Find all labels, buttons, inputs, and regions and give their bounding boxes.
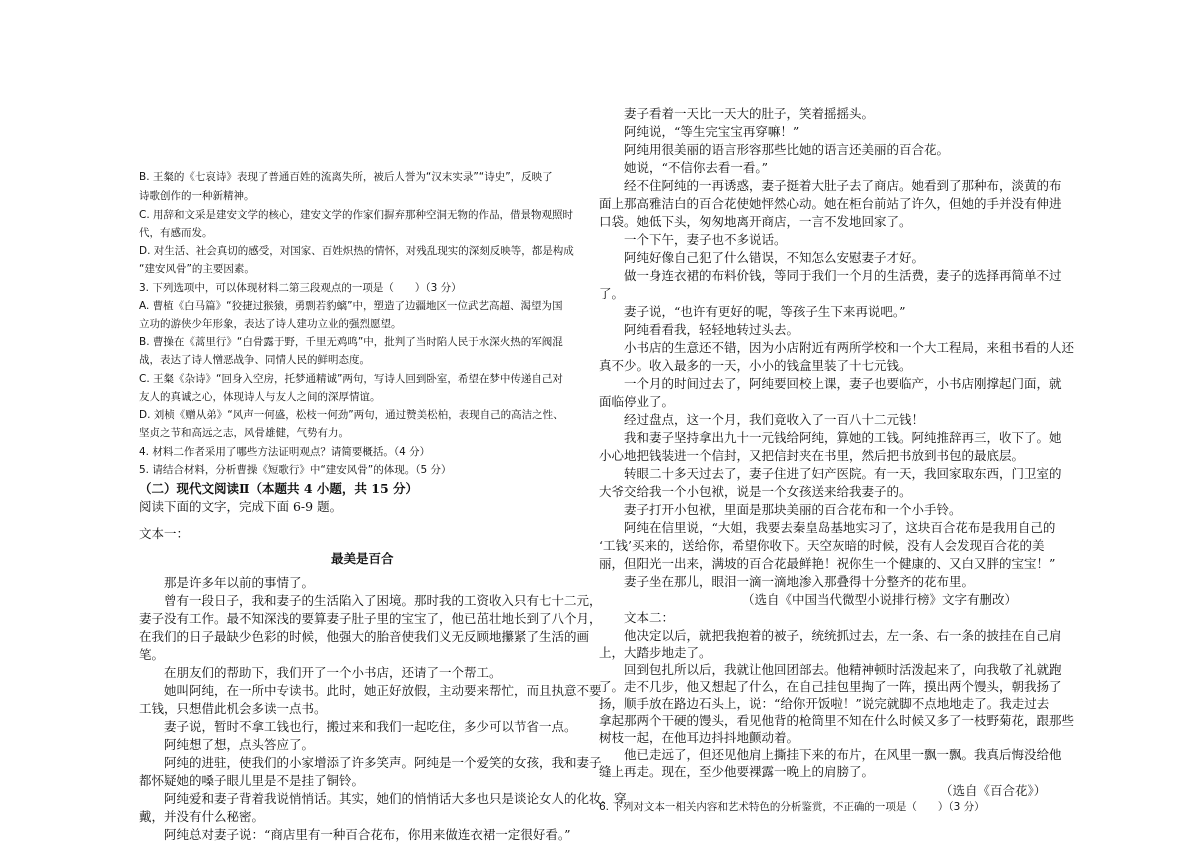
option-d-line2: “建安风骨”的主要因素。 — [139, 263, 255, 275]
story-line: 阿纯好像自己犯了什么错误，不知怎么安慰妻子才好。 — [599, 250, 925, 265]
story-line: 曾有一段日子，我和妻子的生活陷入了困境。那时我的工资收入只有七十二元， — [139, 593, 602, 608]
story-line: 面上那高雅洁白的百合花使她怦然心动。她在柜台前站了许久，但她的手并没有伸进 — [599, 196, 1062, 211]
story-line: 真不少。收入最多的一天，小小的钱盒里装了十七元钱。 — [599, 358, 912, 373]
story-line: 我和妻子坚持拿出九十一元钱给阿纯，算她的工钱。阿纯推辞再三，收下了。她 — [599, 430, 1062, 445]
story-line: 一个月的时间过去了，阿纯要回校上课，妻子也要临产，小书店刚撑起门面，就 — [599, 376, 1062, 391]
story-line: 了。 — [599, 286, 625, 301]
story2-line: 缝上再走。现在，至少他要裸露一晚上的肩膀了。 — [599, 764, 875, 779]
story2-line: 他决定以后，就把我抱着的被子，统统抓过去，左一条、右一条的披挂在自己肩 — [599, 628, 1062, 643]
story-line: 丽，但阳光一出来，满坡的百合花最鲜艳！祝你生一个健康的、又白又胖的宝宝！” — [599, 556, 1056, 571]
story-line: 阿纯想了想，点头答应了。 — [139, 737, 315, 752]
question-4: 4. 材料二作者采用了哪些方法证明观点？请简要概括。（4 分） — [139, 446, 431, 458]
q3-option-b-line1: B. 曹操在《蒿里行》“白骨露于野，千里无鸡鸣”中，批判了当时陷人民于水深火热的军阀混 — [139, 336, 563, 348]
story-line: 妻子坐在那儿，眼泪一滴一滴地渗入那叠得十分整齐的花布里。 — [599, 574, 975, 589]
question-5: 5. 请结合材料，分析曹操《短歌行》中“建安风骨”的体现。（5 分） — [139, 464, 452, 476]
story-line: 阿纯爱和妻子背着我说悄悄话。其实，她们的悄悄话大多也只是谈论女人的化妆、穿 — [139, 791, 627, 806]
story-title: 最美是百合 — [331, 551, 394, 566]
story-line: 经过盘点，这一个月，我们竟收入了一百八十二元钱！ — [599, 412, 925, 427]
story-line: 口袋。她低下头，匆匆地离开商店，一言不发地回家了。 — [599, 214, 912, 229]
q3-option-c-line1: C. 王粲《杂诗》“回身入空房，托梦通精诚”两句，写诗人回到卧室，希望在梦中传递自己对 — [139, 373, 563, 385]
story-line: 妻子看着一天比一天大的肚子，笑着摇摇头。 — [599, 106, 875, 121]
story2-line: 了。走不几步，他又想起了什么，在自己挂包里掏了一阵，摸出两个馒头，朝我扬了 — [599, 679, 1062, 694]
story-line: 妻子打开小包袱，里面是那块美丽的百合花布和一个小手铃。 — [599, 502, 962, 517]
q3-option-b-line2: 战，表达了诗人憎恶战争、同情人民的鲜明态度。 — [139, 354, 370, 366]
option-c-line2: 代，有感而发。 — [139, 227, 213, 239]
q3-option-a-line2: 立功的游侠少年形象，表达了诗人建功立业的强烈愿望。 — [139, 318, 402, 330]
option-b-line2: 诗歌创作的一种新精神。 — [139, 190, 255, 202]
text2-label: 文本二： — [599, 610, 675, 625]
story-line: 一个下午，妻子也不多说话。 — [599, 232, 787, 247]
story-line: 阿纯用很美丽的语言形容那些比她的语言还美丽的百合花。 — [599, 142, 950, 157]
question-3: 3. 下列选项中，可以体现材料二第三段观点的一项是（ ）（3 分） — [139, 282, 462, 294]
story-line: 做一身连衣裙的布料价钱，等同于我们一个月的生活费，妻子的选择再简单不过 — [599, 268, 1062, 283]
story-line: 转眼二十多天过去了，妻子住进了妇产医院。有一天，我回家取东西，门卫室的 — [599, 466, 1062, 481]
story-line: 笔。 — [139, 647, 165, 662]
story2-line: 拿起那两个干硬的馒头，看见他背的枪筒里不知在什么时候又多了一枝野菊花，跟那些 — [599, 713, 1075, 728]
story-line: 那是许多年以前的事情了。 — [139, 575, 315, 590]
q3-option-c-line2: 友人的真诚之心，体现诗人与友人之间的深厚情谊。 — [139, 391, 381, 403]
story2-line: 树枝一起，在他耳边抖抖地颤动着。 — [599, 730, 800, 745]
q3-option-d-line1: D. 刘桢《赠从弟》“风声一何盛，松枝一何劲”两句，通过赞美松柏，表现自己的高洁之性、 — [139, 409, 564, 421]
q3-option-d-line2: 坚贞之节和高远之志，风骨雄健，气势有力。 — [139, 427, 349, 439]
story2-line: 扬，顺手放在路边石头上，说：“给你开饭啦！”说完就脚不点地地走了。我走过去 — [599, 696, 1050, 711]
story-line: 都怀疑她的嗓子眼儿里是不是挂了铜铃。 — [139, 773, 365, 788]
story-line: 在我们的日子最缺少色彩的时候，他强大的胎音使我们义无反顾地攥紧了生活的画 — [139, 629, 590, 644]
q3-option-a-line1: A. 曹植《白马篇》“狡捷过猴猿，勇剽若豹螭”中，塑造了边疆地区一位武艺高超、渴望为国 — [139, 300, 563, 312]
story-line: 阿纯的进驻，使我们的小家增添了许多笑声。阿纯是一个爱笑的女孩，我和妻子 — [139, 755, 602, 770]
story-line: 阿纯看看我，轻轻地转过头去。 — [599, 322, 800, 337]
option-d-line1: D. 对生活、社会真切的感受，对国家、百姓炽热的情怀，对残乱现实的深刻反映等，都是构成 — [139, 245, 574, 257]
text1-label: 文本一： — [139, 526, 190, 541]
story-line: 阿纯在信里说，“大姐，我要去秦皇岛基地实习了，这块百合花布是我用自己的 — [599, 520, 1056, 535]
question-6: 6. 下列对文本一相关内容和艺术特色的分析鉴赏，不正确的一项是（ ）（3 分） — [599, 801, 985, 813]
story-line: 妻子说，“也许有更好的呢，等孩子生下来再说吧。” — [599, 304, 906, 319]
story-line: 大爷交给我一个小包袱，说是一个女孩送来给我妻子的。 — [599, 484, 912, 499]
story-line: 她说，“不信你去看一看。” — [599, 160, 769, 175]
story2-line: 上，大踏步地走了。 — [599, 645, 712, 660]
source-citation-1: （选自《中国当代微型小说排行榜》文字有删改） — [742, 592, 1018, 607]
story-line: 面临停业了。 — [599, 394, 675, 409]
story-line: 阿纯总对妻子说：“商店里有一种百合花布，你用来做连衣裙一定很好看。” — [139, 827, 571, 842]
story-line: 小心地把钱装进一个信封，又把信封夹在书里，然后把书放到书包的最底层。 — [599, 448, 1025, 463]
story-line: 在朋友们的帮助下，我们开了一个小书店，还请了一个帮工。 — [139, 665, 502, 680]
story-line: 她叫阿纯，在一所中专读书。此时，她正好放假，主动要来帮忙，而且执意不要 — [139, 683, 602, 698]
option-b-line1: B. 王粲的《七哀诗》表现了普通百姓的流离失所，被后人誉为“汉末实录”“诗史”，反映了 — [139, 171, 553, 183]
story-line: 妻子没有工作。最不知深浅的要算妻子肚子里的宝宝了，他已茁壮地长到了八个月， — [139, 611, 602, 626]
story-line: 小书店的生意还不错，因为小店附近有两所学校和一个大工程局，来租书看的人还 — [599, 340, 1075, 355]
story-line: 戴，并没有什么秘密。 — [139, 809, 265, 824]
story-line: 经不住阿纯的一再诱惑，妻子挺着大肚子去了商店。她看到了那种布，淡黄的布 — [599, 178, 1062, 193]
source-citation-2: （选自《百合花》） — [940, 783, 1047, 798]
story-line: 工钱，只想借此机会多读一点书。 — [139, 701, 327, 716]
story2-line: 他已走远了，但还见他肩上撕挂下来的布片，在风里一飘一飘。我真后悔没给他 — [599, 747, 1062, 762]
story-line: 妻子说，暂时不拿工钱也行，搬过来和我们一起吃住，多少可以节省一点。 — [139, 719, 577, 734]
reading-instruction: 阅读下面的文字，完成下面 6-9 题。 — [139, 499, 343, 514]
option-c-line1: C. 用辞和文采是建安文学的核心，建安文学的作家们摒弃那种空洞无物的作品，借景物观照时 — [139, 209, 574, 221]
story2-line: 回到包扎所以后，我就让他回团部去。他精神顿时活泼起来了，向我敬了礼就跑 — [599, 662, 1062, 677]
story-line: ‘工钱’买来的，送给你，希望你收下。天空灰暗的时候，没有人会发现百合花的美 — [599, 538, 1045, 553]
story-line: 阿纯说，“等生完宝宝再穿嘛！” — [599, 124, 800, 139]
section-heading: （二）现代文阅读Ⅱ（本题共 4 小题，共 15 分） — [139, 481, 419, 496]
